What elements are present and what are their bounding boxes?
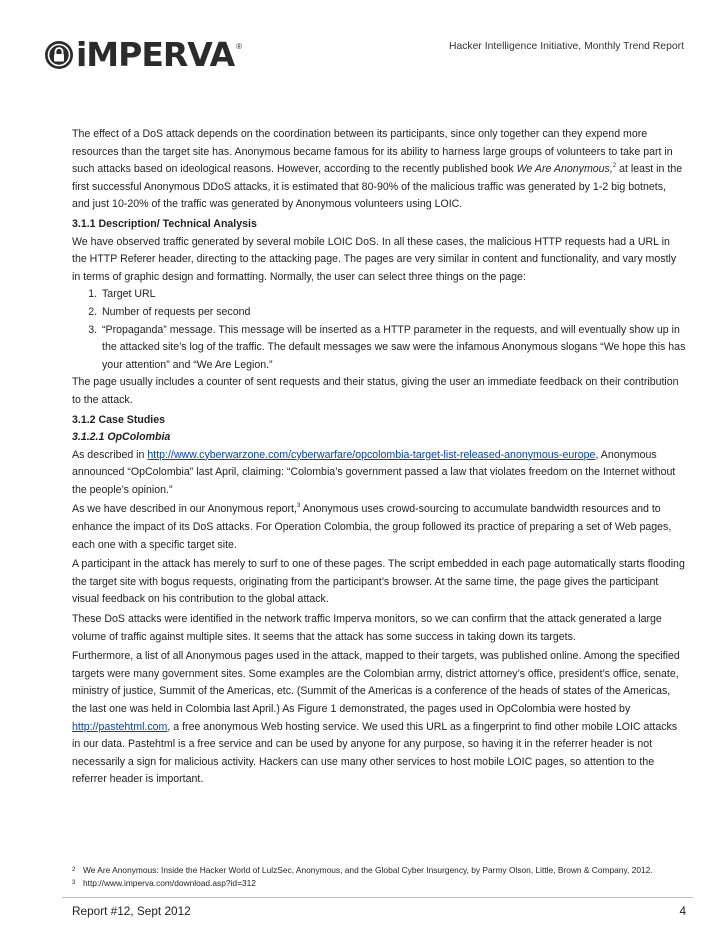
p5-text-pre: Furthermore, a list of all Anonymous pages used in the attack, mapped to their targets, was published online. Among the specified targets were many government sites. Some examples are the Colombian army, district attorney’s office, president’s office, senate, ministry of justice, Summit of the Americas, etc. (Summit of the Americas is a conference of the heads of states of the Americas, the last one was held in Colombia last April.) As Figure 1 demonstrated, the pages used in OpColombia were hosted by <box>72 650 680 715</box>
page-header <box>0 0 728 100</box>
footnote <box>72 864 692 877</box>
opcolombia-paragraph-4: These DoS attacks were identified in the network traffic Imperva monitors, so we can confirm that the attack generated a large volume of traffic against multiple sites. It seems that the attack has some success in taking down its targets. <box>72 613 662 643</box>
list-item: 1. Target URL <box>100 286 686 304</box>
cyberwarzone-link[interactable]: http://www.cyberwarzone.com/cyberwarfare/opcolombia-target-list-released-anonymous-europe <box>147 448 596 461</box>
footer-divider <box>62 897 693 898</box>
p2-text-post: Anonymous uses crowd-sourcing to accumulate bandwidth resources and to enhance the impact of its DoS attacks. For Operation Colombia, the group followed its practice of preparing a set of Web pages, each one with a specific target site. <box>72 503 672 551</box>
footnote-ref-2[interactable]: 2 <box>612 163 617 170</box>
p1-text-post: , Anonymous announced “OpColombia” last April, claiming: “Colombia’s government passed a law that violates freedom on the Internet without the people’s opinion.” <box>72 448 676 496</box>
footnote-text: http://www.imperva.com/download.asp?id=312 <box>83 878 256 888</box>
opcolombia-paragraph-5 <box>72 648 686 789</box>
logo-wordmark: iMPERVA <box>76 35 235 74</box>
imperva-logo <box>44 35 243 74</box>
section-heading-311: 3.1.1 Description/ Technical Analysis <box>72 217 257 230</box>
registered-mark: ® <box>236 42 243 51</box>
book-title: We Are Anonymous, <box>516 163 613 176</box>
section-311-after: The page usually includes a counter of sent requests and their status, giving the user an immediate feedback on their contribution to the attack. <box>72 376 679 406</box>
footnote <box>72 877 692 890</box>
subsection-heading-opcolombia: 3.1.2.1 OpColombia <box>72 431 171 444</box>
footnote-number: 3 <box>72 880 76 886</box>
opcolombia-paragraph-3: A participant in the attack has merely to surf to one of these pages. The script embedded in each page automatically starts flooding the target site with bogus requests, originating from the participant’s browser. At the same time, the page gives the participant visual feedback on his contribution to the global attack. <box>72 558 685 606</box>
opcolombia-paragraph-1 <box>72 447 686 500</box>
footnote-text: We Are Anonymous: Inside the Hacker World of LulzSec, Anonymous, and the Global Cyber Insurgency, by Parmy Olson, Little, Brown & Company, 2012. <box>83 865 653 875</box>
intro-text-2: at least in the first successful Anonymous DDoS attacks, it is estimated that 80-90% of the malicious traffic was generated by 1-2 big botnets, and just 10-20% of the traffic was generated by Anonymous volunteers using LOIC. <box>72 163 683 211</box>
selection-list <box>72 286 686 374</box>
intro-paragraph <box>72 126 686 214</box>
section-311-paragraph: We have observed traffic generated by several mobile LOIC DoS. In all these cases, the malicious HTTP requests had a URL in the HTTP Referer header, directing to the attacking page. The pages are very similar in content and functionality, and vary mostly in terms of graphic design and formatting. Normally, the user can select three things on the page: <box>72 235 677 283</box>
page-body <box>72 126 686 789</box>
p2-text-pre: As we have described in our Anonymous report, <box>72 503 297 516</box>
pastehtml-link[interactable]: http://pastehtml.com <box>72 720 168 733</box>
page-number: 4 <box>679 904 686 918</box>
list-item: 2. Number of requests per second <box>100 304 686 322</box>
lock-icon <box>44 40 74 70</box>
footnote-ref-3[interactable]: 3 <box>296 503 301 510</box>
p1-text-pre: As described in <box>72 448 148 461</box>
opcolombia-paragraph-2 <box>72 501 686 554</box>
report-series-title: Hacker Intelligence Initiative, Monthly Trend Report <box>448 41 684 52</box>
intro-text-1: The effect of a DoS attack depends on the coordination between its participants, since only together can they expend more resources than the target site has. Anonymous became famous for its ability to harness large groups of volunteers to take part in such attacks based on ideological reasons. However, according to the recently published book <box>72 128 673 176</box>
list-item: 3. “Propaganda” message. This message will be inserted as a HTTP parameter in the requests, and will eventually show up in the attacked site’s log of the traffic. The default messages we saw were the infamous Anonymous slogans “We hope this has your attention” and “We Are Legion.” <box>100 322 686 375</box>
report-number: Report #12, Sept 2012 <box>72 904 191 918</box>
footnote-number: 2 <box>72 867 76 873</box>
section-heading-312: 3.1.2 Case Studies <box>72 413 166 426</box>
p5-text-post: , a free anonymous Web hosting service. We used this URL as a fingerprint to find other mobile LOIC attacks in our data. Pastehtml is a free service and can be used by anyone for any purpose, so having it in the referrer header is not necessarily a sign for malicious activity. Hackers can use many other services to host mobile LOIC pages, so attention to the referrer header is important. <box>72 720 678 786</box>
footnotes <box>72 864 692 890</box>
